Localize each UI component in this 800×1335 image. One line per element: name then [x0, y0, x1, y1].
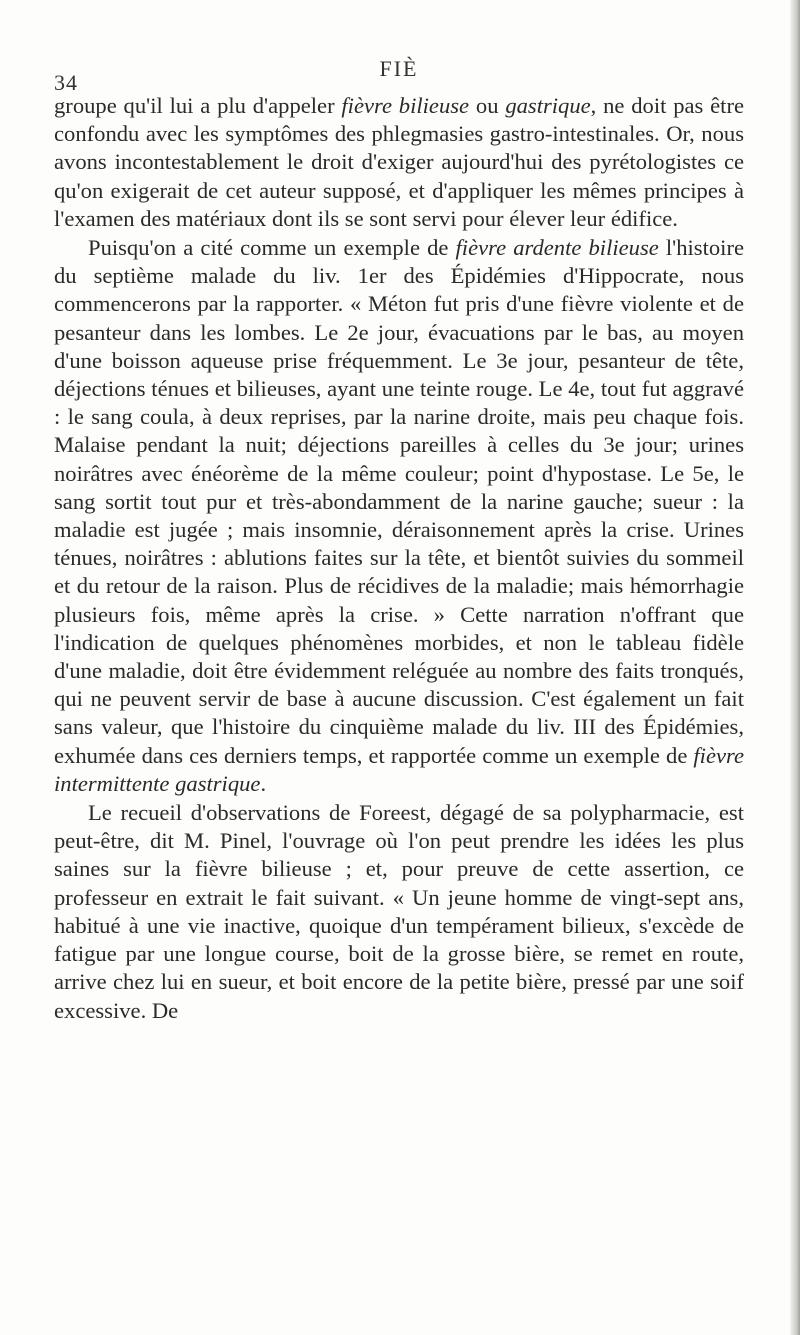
italic-term: fièvre bilieuse: [341, 93, 470, 118]
text-run: , ne doit pas être confondu avec les symptômes des phlegmasies gastro-intestinales. Or, nous avons incontestablement le droit d'exiger aujourd'hui des pyrétologistes ce qu'on exigerait de cet auteur supposé, et d'appliquer les mêmes principes à l'examen des matériaux dont ils se sont servi pour élever leur édifice.: [54, 93, 744, 231]
body-text: [54, 92, 744, 1025]
running-head: [54, 56, 744, 95]
page-edge-shadow: [790, 0, 800, 1335]
running-title: FIÈ: [379, 56, 419, 81]
text-run: groupe qu'il lui a plu d'appeler: [54, 93, 342, 118]
text-run: .: [260, 770, 267, 796]
paragraph: [54, 799, 744, 1025]
page-number: 34: [54, 70, 78, 95]
italic-term: gastrique: [505, 93, 591, 118]
text-run: Le recueil d'observations de Foreest, dégagé de sa polypharmacie, est peut-être, dit M. Pinel, l'ouvrage où l'on peut prendre les idées les plus saines sur la fièvre bilieuse ; et, pour preuve de cette assertion, ce professeur en extrait le fait suivant. « Un jeune homme de vingt-sept ans, habitué à une vie inactive, quoique d'un tempérament bilieux, s'excède de fatigue par une longue course, boit de la grosse bière, se remet en route, arrive chez lui en sueur, et boit encore de la petite bière, pressé par une soif excessive. De: [54, 800, 744, 1023]
italic-term: fièvre intermittente gastrique: [54, 742, 744, 796]
paragraph: [54, 92, 744, 233]
italic-term: fièvre ardente bilieuse: [455, 235, 659, 261]
paragraph: [54, 234, 744, 798]
text-run: Puisqu'on a cité comme un exemple de: [88, 235, 456, 261]
text-run: l'histoire du septième malade du liv. 1er des Épidémies d'Hippocrate, nous commencerons par la rapporter. « Méton fut pris d'une fièvre violente et de pesanteur dans les lombes. Le 2e jour, évacuations par le bas, au moyen d'une boisson aqueuse prise fréquemment. Le 3e jour, pesanteur de tête, déjections ténues et bilieuses, ayant une teinte rouge. Le 4e, tout fut aggravé : le sang coula, à deux reprises, par la narine droite, mais peu chaque fois. Malaise pendant la nuit; déjections pareilles à celles du 3e jour; urines noirâtres avec énéorème de la même couleur; point d'hypostase. Le 5e, le sang sortit tout pur et très-abondamment de la narine gauche; sueur : la maladie est jugée ; mais insomnie, déraisonnement après la crise. Urines ténues, noirâtres : ablutions faites sur la tête, et bientôt suivies du sommeil et du retour de la raison. Plus de récidives de la maladie; mais hémorrhagie plusieurs fois, même après la crise. » Cette narration n'offrant que l'indication de quelques phénomènes morbides, et non le tableau fidèle d'une maladie, doit être évidemment reléguée au nombre des faits tronqués, qui ne peuvent servir de base à aucune discussion. C'est également un fait sans valeur, que l'histoire du cinquième malade du liv. III des Épidémies, exhumée dans ces derniers temps, et rapportée comme un exemple de: [54, 235, 745, 768]
text-run: ou: [469, 93, 506, 118]
